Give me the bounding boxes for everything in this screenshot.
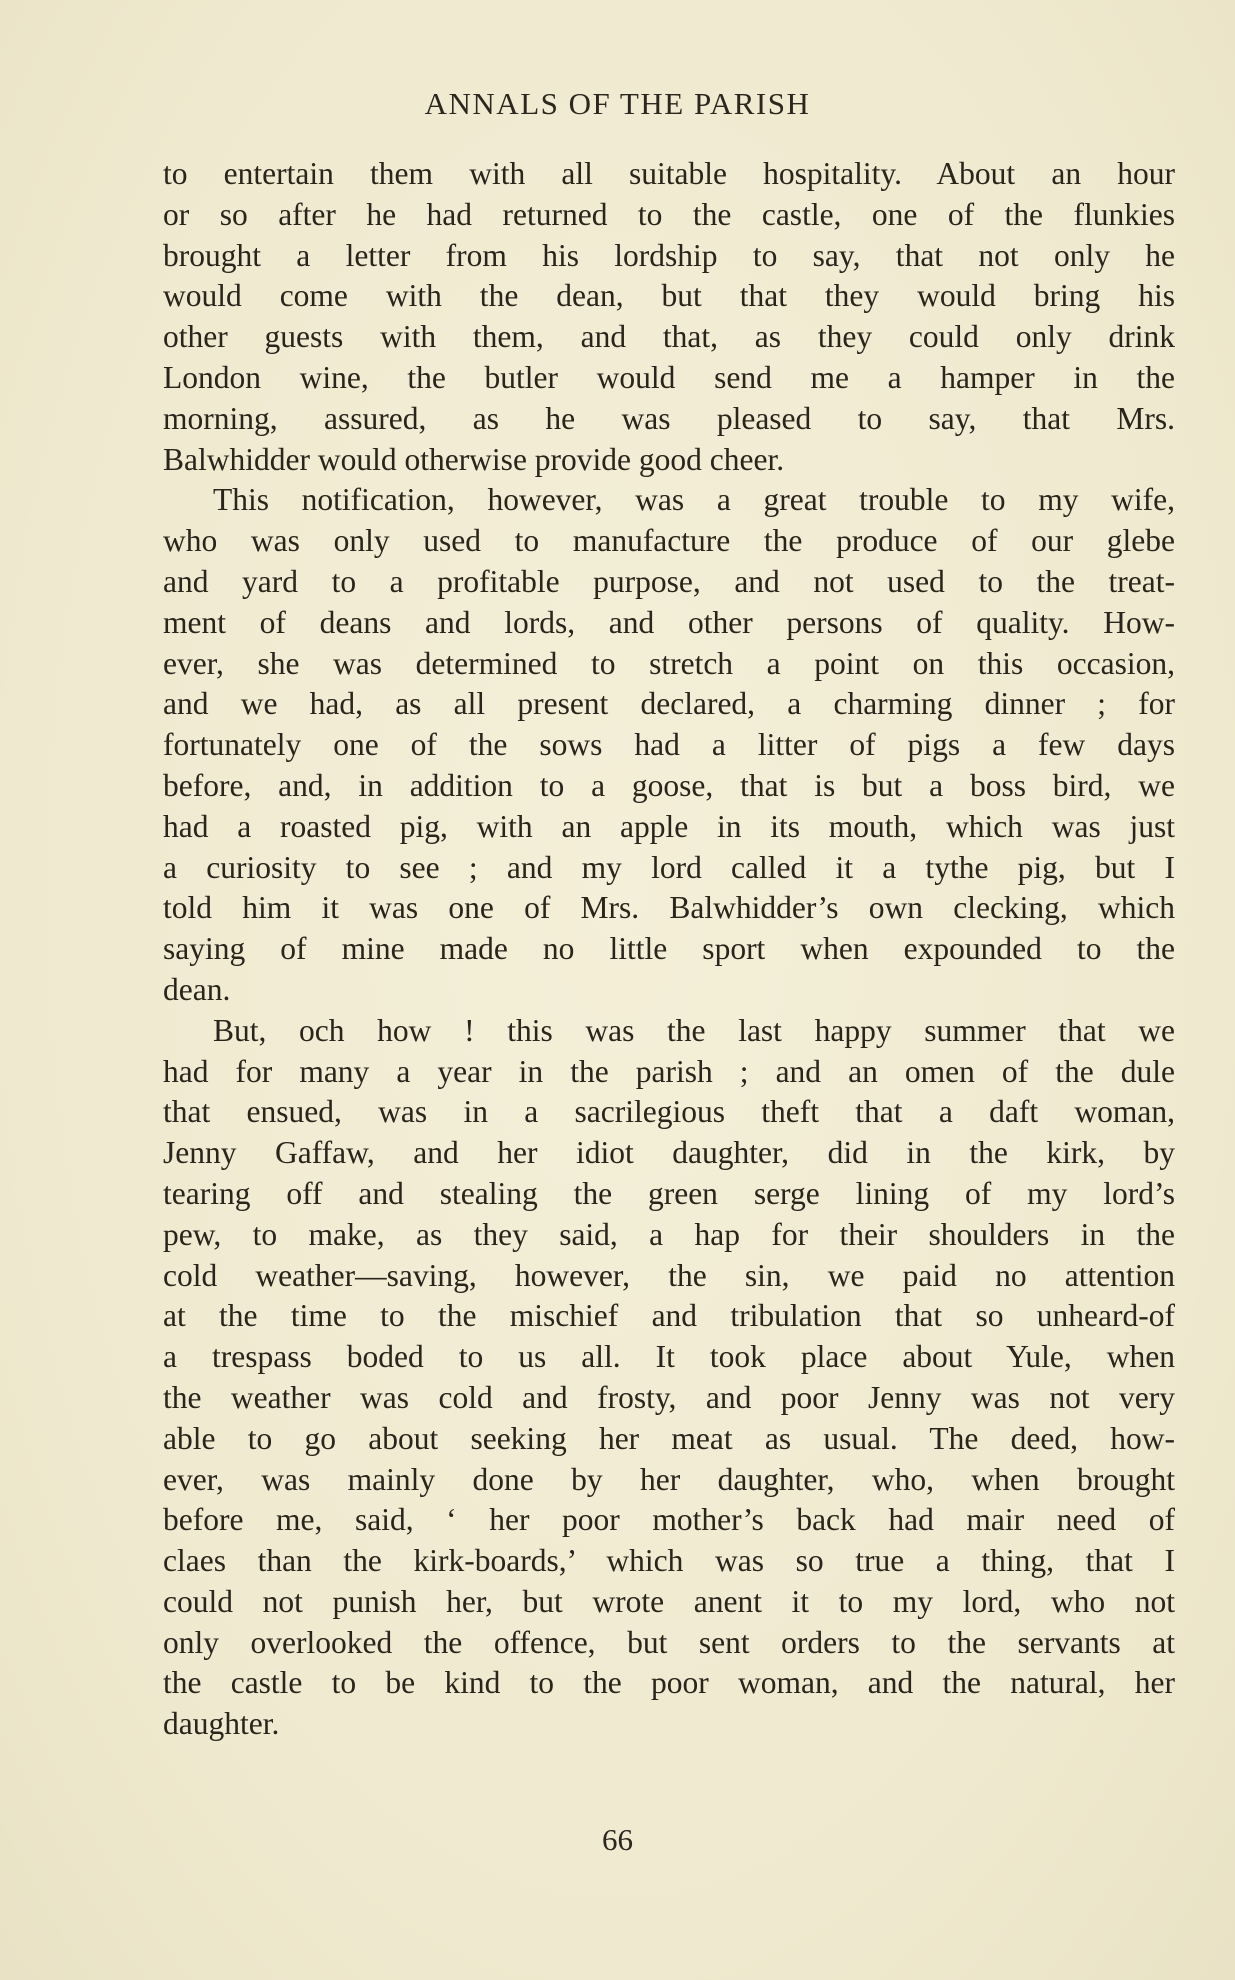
text-line: told him it was one of Mrs. Balwhidder’s own clecking, which [163, 890, 1175, 926]
text-line: daughter. [163, 1706, 280, 1742]
text-line: would come with the dean, but that they would bring his [163, 278, 1175, 314]
text-line: ever, she was determined to stretch a point on this occasion, [163, 645, 1175, 681]
text-line: dean. [163, 971, 231, 1007]
text-line: had for many a year in the parish ; and an omen of the dule [163, 1053, 1175, 1089]
text-line: brought a letter from his lordship to say, that not only he [163, 237, 1175, 273]
text-line: pew, to make, as they said, a hap for their shoulders in the [163, 1216, 1175, 1252]
text-line: and we had, as all present declared, a charming dinner ; for [163, 686, 1175, 722]
text-line: and yard to a profitable purpose, and not used to the treat- [163, 563, 1175, 599]
text-line: fortunately one of the sows had a litter of pigs a few days [163, 727, 1175, 763]
text-line: could not punish her, but wrote anent it to my lord, who not [163, 1583, 1175, 1619]
text-line: a curiosity to see ; and my lord called it a tythe pig, but I [163, 849, 1175, 885]
text-line: that ensued, was in a sacrilegious theft that a daft woman, [163, 1094, 1175, 1130]
text-line: cold weather—saving, however, the sin, we paid no attention [163, 1257, 1175, 1293]
text-line: Balwhidder would otherwise provide good cheer. [163, 441, 785, 477]
text-line: other guests with them, and that, as they could only drink [163, 319, 1175, 355]
text-line: Jenny Gaffaw, and her idiot daughter, did in the kirk, by [163, 1135, 1175, 1171]
text-line: able to go about seeking her meat as usual. The deed, how- [163, 1420, 1175, 1456]
page-number: 66 [602, 1822, 633, 1857]
running-head: ANNALS OF THE PARISH [424, 86, 811, 121]
text-line: saying of mine made no little sport when expounded to the [163, 931, 1175, 967]
text-line: London wine, the butler would send me a hamper in the [163, 359, 1175, 395]
text-line: only overlooked the offence, but sent orders to the servants at [163, 1624, 1175, 1660]
text-line: a trespass boded to us all. It took place about Yule, when [163, 1339, 1175, 1375]
text-line: before me, said, ‘ her poor mother’s back had mair need of [163, 1502, 1175, 1538]
text-line: before, and, in addition to a goose, that is but a boss bird, we [163, 767, 1175, 803]
text-line: This notification, however, was a great trouble to my wife, [213, 482, 1175, 518]
text-line: had a roasted pig, with an apple in its mouth, which was just [163, 808, 1175, 844]
text-line: the weather was cold and frosty, and poor Jenny was not very [163, 1379, 1175, 1415]
text-line: or so after he had returned to the castle, one of the flunkies [163, 196, 1175, 232]
body-text [163, 154, 1175, 1745]
text-line: tearing off and stealing the green serge lining of my lord’s [163, 1175, 1175, 1211]
text-line: ment of deans and lords, and other persons of quality. How- [163, 604, 1175, 640]
text-line: to entertain them with all suitable hospitality. About an hour [163, 156, 1175, 191]
text-line: the castle to be kind to the poor woman, and the natural, her [163, 1665, 1175, 1701]
text-line: But, och how ! this was the last happy summer that we [213, 1012, 1175, 1048]
text-line: who was only used to manufacture the produce of our glebe [163, 523, 1175, 559]
text-line: claes than the kirk-boards,’ which was so true a thing, that I [163, 1543, 1175, 1579]
text-line: at the time to the mischief and tribulation that so unheard-of [163, 1298, 1175, 1334]
text-line: morning, assured, as he was pleased to say, that Mrs. [163, 400, 1175, 436]
text-line: ever, was mainly done by her daughter, who, when brought [163, 1461, 1175, 1497]
